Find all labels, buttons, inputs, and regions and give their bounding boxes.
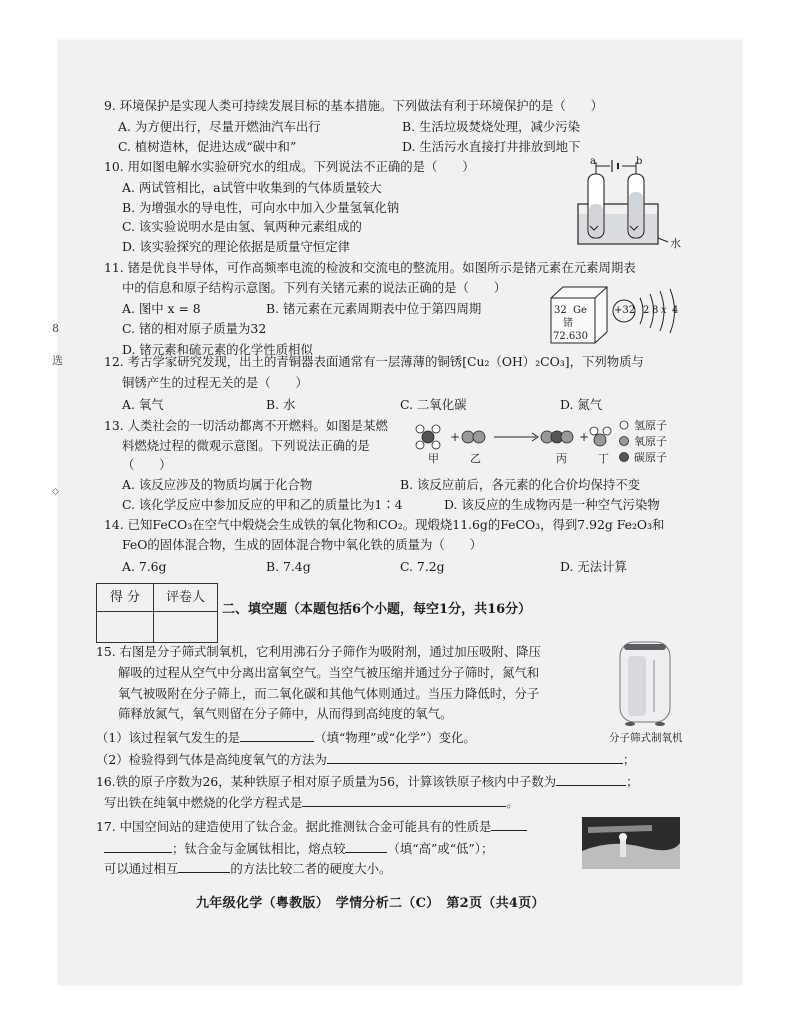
q12-stem-line2: 铜锈产生的过程无关的是（ ） <box>122 375 308 390</box>
q15-line4: 筛释放氮气，氧气则留在分子筛中，从而得到高纯度的氧气。 <box>118 706 453 721</box>
q14-stem-line2: FeO的固体混合物，生成的固体混合物中氧化铁的质量为（ ） <box>122 537 482 552</box>
q17-line1 <box>96 818 527 835</box>
electrolysis-apparatus-figure <box>570 156 682 252</box>
q15-answer-blank-1[interactable] <box>240 729 314 742</box>
q17-answer-blank-3[interactable] <box>178 860 230 873</box>
q11-option-c: C. 锗的相对原子质量为32 <box>122 321 267 336</box>
svg-text:+: + <box>579 430 590 444</box>
atom-nucleus: +32 <box>614 305 636 316</box>
reactant-jia-label: 甲 <box>428 452 439 465</box>
oxygen-atom-icon <box>620 437 629 446</box>
element-name: 锗 <box>563 318 573 329</box>
q13-stem-line2: 料燃烧过程的微观示意图。下列说法正确的是 <box>122 438 370 453</box>
q9-option-d: D. 生活污水直接打井排放到地下 <box>402 139 581 154</box>
q11-option-a: A. 图中 x = 8 <box>122 301 201 316</box>
q14-option-a: A. 7.6g <box>122 559 167 574</box>
score-label: 得 分 <box>97 584 153 612</box>
q17-answer-blank-2[interactable] <box>345 840 387 853</box>
q9-option-b: B. 生活垃圾焚烧处理，减少污染 <box>402 119 581 134</box>
product-bing-label: 丙 <box>556 452 567 465</box>
q15-line1: 15. 右图是分子筛式制氧机，它利用沸石分子筛作为吸附剂，通过加压吸附、降压 <box>96 644 541 659</box>
q15-answer-blank-2[interactable] <box>327 751 623 764</box>
tube-b-label: b <box>636 156 643 167</box>
q16-answer-blank-2[interactable] <box>302 794 506 807</box>
reaction-diagram-figure <box>414 417 614 457</box>
q15-part1 <box>96 729 476 746</box>
q11-option-d: D. 锗元素和硫元素的化学性质相似 <box>122 342 313 357</box>
q17-line2-suffix: （填“高”或“低”）； <box>387 841 494 856</box>
q13-option-c: C. 该化学反应中参加反应的甲和乙的质量比为1∶4 <box>122 497 403 512</box>
q12-option-a: A. 氧气 <box>122 397 164 412</box>
q9-option-c: C. 植树造林，促进达成“碳中和” <box>118 139 297 154</box>
q16-line1 <box>96 773 639 790</box>
score-box <box>96 583 218 643</box>
water-label: 水 <box>670 237 681 250</box>
q13-option-b: B. 该反应前后，各元素的化合价均保持不变 <box>400 477 641 492</box>
q16-line2-text: 写出铁在纯氧中燃烧的化学方程式是 <box>104 795 303 810</box>
q9-stem: 9. 环境保护是实现人类可持续发展目标的基本措施。下列做法有利于环境保护的是（ ） <box>104 98 603 113</box>
q17-answer-blank-1-cont[interactable] <box>104 840 172 853</box>
margin-mark: ◇ <box>52 487 59 497</box>
q11-stem-line2: 中的信息和原子结构示意图。下列有关锗元素的说法正确的是（ ） <box>122 280 507 295</box>
q16-line2 <box>104 794 519 811</box>
atom-shell: 4 <box>672 305 679 316</box>
q17-line1-text: 17. 中国空间站的建造使用了钛合金。据此推测钛合金可能具有的性质是 <box>96 819 492 834</box>
grader-label: 评卷人 <box>154 584 217 612</box>
q17-line3-prefix: 可以通过相互 <box>104 861 179 876</box>
q14-option-c: C. 7.2g <box>400 559 445 574</box>
margin-mark: 8 <box>52 322 59 335</box>
atom-shell: x <box>661 305 667 316</box>
oxygen-concentrator-image <box>614 634 678 730</box>
q11-stem-line1: 11. 锗是优良半导体，可作高频率电流的检波和交流电的整流用。如图所示是锗元素在元素周期表 <box>104 260 636 275</box>
q10-option-c: C. 该实验说明水是由氢、氧两种元素组成的 <box>122 219 362 234</box>
q17-line3-suffix: 的方法比较二者的硬度大小。 <box>230 861 392 876</box>
q16-answer-blank-1[interactable] <box>556 773 626 786</box>
product-ding-label: 丁 <box>598 452 609 465</box>
q12-option-c: C. 二氧化碳 <box>400 397 467 412</box>
q10-option-b: B. 为增强水的导电性，可向水中加入少量氢氧化钠 <box>122 200 400 215</box>
reactant-yi-label: 乙 <box>470 452 481 465</box>
q14-option-b: B. 7.4g <box>266 559 311 574</box>
q15-part1-suffix: （填“物理”或“化学”）变化。 <box>314 730 476 745</box>
q13-stem-line1: 13. 人类社会的一切活动都离不开燃料。如图是某燃 <box>104 418 388 433</box>
q17-answer-blank-1[interactable] <box>491 818 527 831</box>
page-footer: 九年级化学（粤教版） 学情分析二（C） 第2页（共4页） <box>196 896 545 911</box>
q15-part2 <box>96 751 635 768</box>
q9-option-a: A. 为方便出行，尽量开燃油汽车出行 <box>118 119 321 134</box>
punctuation: ； <box>626 774 639 789</box>
oxygen-concentrator-caption: 分子筛式制氧机 <box>609 732 683 744</box>
q10-option-a: A. 两试管相比，a试管中收集到的气体质量较大 <box>122 180 382 195</box>
q15-line2: 解吸的过程从空气中分离出富氧空气。当空气被压缩并通过分子筛时，氮气和 <box>118 665 540 680</box>
q13-option-a: A. 该反应涉及的物质均属于化合物 <box>122 477 313 492</box>
punctuation: ； <box>622 752 636 767</box>
q15-part2-prefix: （2）检验得到气体是高纯度氧气的方法为 <box>96 752 327 767</box>
margin-mark: 选 <box>52 354 63 367</box>
svg-text:+: + <box>450 430 461 444</box>
q12-option-d: D. 氮气 <box>560 397 603 412</box>
q17-line2 <box>104 840 493 857</box>
atom-legend-icons <box>618 419 630 467</box>
q17-line2-prefix: ；钛合金与金属钛相比，熔点较 <box>172 841 346 856</box>
q15-part1-prefix: （1）该过程氧气发生的是 <box>96 730 241 745</box>
element-mass: 72.630 <box>553 331 588 342</box>
q13-stem-line3: （ ） <box>122 457 172 472</box>
q14-stem-line1: 14. 已知FeCO₃在空气中煅烧会生成铁的氧化物和CO₂。现煅烧11.6g的FeCO₃，得到7.92g Fe₂O₃和 <box>104 517 665 532</box>
legend-oxygen: 氧原子 <box>634 435 667 448</box>
q10-stem: 10. 用如图电解水实验研究水的组成。下列说法不正确的是（ ） <box>104 159 475 174</box>
hydrogen-atom-icon <box>620 421 628 429</box>
legend-hydrogen: 氢原子 <box>634 419 667 432</box>
q17-line3 <box>104 860 391 877</box>
q13-option-d: D. 该反应的生成物丙是一种空气污染物 <box>444 497 660 512</box>
carbon-atom-icon <box>620 453 629 462</box>
punctuation: 。 <box>506 795 519 810</box>
q12-stem-line1: 12. 考古学家研究发现，出土的青铜器表面通常有一层薄薄的铜锈[Cu₂（OH）₂CO₃]，下列物质与 <box>104 354 644 369</box>
legend-carbon: 碳原子 <box>634 451 667 464</box>
q12-option-b: B. 水 <box>266 397 296 412</box>
q16-line1-text: 16.铁的原子序数为26，某种铁原子相对原子质量为56，计算该铁原子核内中子数为 <box>96 774 557 789</box>
element-number: 32 <box>554 305 567 316</box>
atom-shell: 2 <box>643 305 650 316</box>
q15-line3: 氧气被吸附在分子筛上，而二氧化碳和其他气体则通过。当压力降低时，分子 <box>118 686 540 701</box>
section-2-title: 二、填空题（本题包括6个小题，每空1分，共16分） <box>222 602 532 617</box>
element-symbol: Ge <box>573 305 587 316</box>
atom-shell: 8 <box>652 305 659 316</box>
q14-option-d: D. 无法计算 <box>560 559 627 574</box>
space-station-photo <box>582 817 680 869</box>
q10-option-d: D. 该实验探究的理论依据是质量守恒定律 <box>122 239 351 254</box>
tube-a-label: a <box>590 156 596 167</box>
q11-option-b: B. 锗元素在元素周期表中位于第四周期 <box>266 301 482 316</box>
